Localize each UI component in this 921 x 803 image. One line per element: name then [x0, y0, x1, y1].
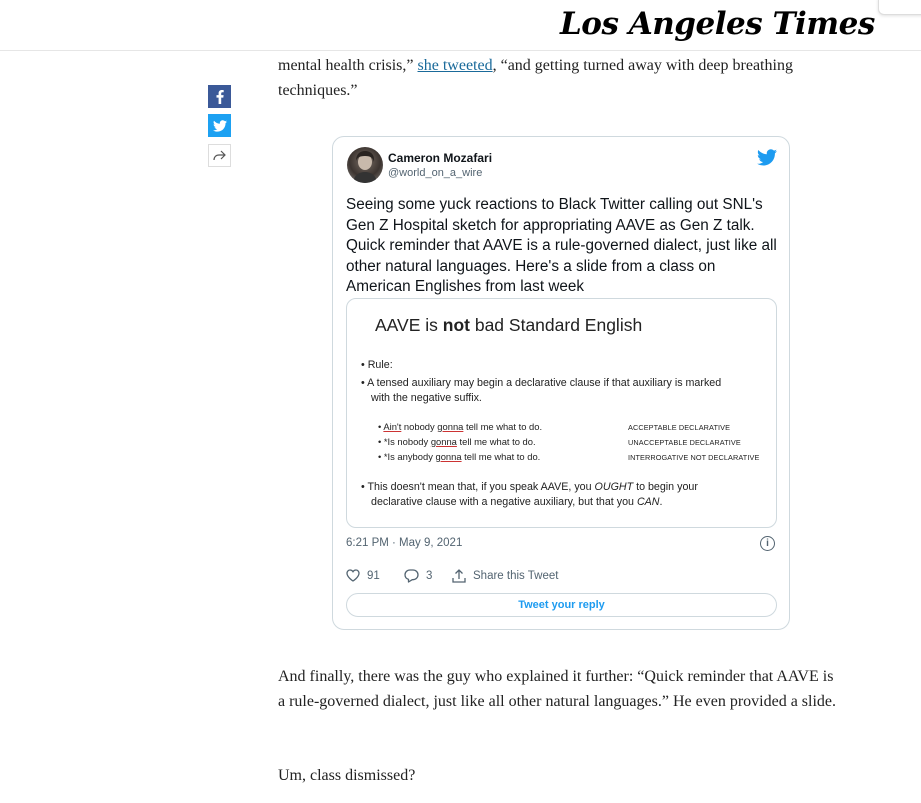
share-tweet-label: Share this Tweet — [473, 570, 559, 582]
facebook-share-button[interactable] — [208, 85, 231, 108]
heart-icon — [346, 569, 360, 582]
facebook-icon — [216, 90, 224, 104]
twitter-icon — [213, 120, 227, 132]
slide-note: • This doesn't mean that, if you speak AAVE, you OUGHT to begin your — [361, 481, 698, 493]
share-icon — [452, 569, 466, 583]
tweet-text: Seeing some yuck reactions to Black Twitter calling out SNL's Gen Z Hospital sketch for appropriating AAVE as Gen Z talk. Quick reminder that AAVE is a rule-governed dialect, just like all other natural languages. Here's a slide from a class on American Englishes from last week — [346, 196, 777, 295]
like-count: 91 — [367, 569, 380, 582]
tweet-timestamp[interactable]: 6:21 PM · May 9, 2021 — [346, 537, 463, 549]
slide-example-label: INTERROGATIVE NOT DECLARATIVE — [628, 453, 760, 462]
slide-example-label: UNACCEPTABLE DECLARATIVE — [628, 438, 741, 447]
article-paragraph: Um, class dismissed? — [278, 767, 416, 784]
comment-icon — [404, 569, 419, 583]
slide-rule-label: • Rule: — [361, 359, 393, 371]
corner-widget[interactable] — [878, 0, 921, 15]
she-tweeted-link[interactable]: she tweeted — [417, 57, 493, 74]
avatar[interactable] — [347, 147, 383, 183]
tweet-slide-image[interactable] — [346, 298, 777, 528]
twitter-share-button[interactable] — [208, 114, 231, 137]
twitter-bird-icon[interactable] — [757, 149, 777, 166]
share-tweet-button[interactable] — [452, 569, 558, 583]
slide-example-label: ACCEPTABLE DECLARATIVE — [628, 423, 731, 432]
site-logo[interactable]: Los Angeles Times — [560, 6, 875, 42]
tweet-author-name[interactable]: Cameron Mozafari — [388, 151, 493, 165]
reply-count-button[interactable] — [404, 569, 432, 583]
like-button[interactable] — [346, 569, 380, 582]
reply-count: 3 — [426, 570, 433, 582]
more-share-button[interactable] — [208, 144, 231, 167]
share-arrow-icon — [213, 150, 226, 161]
site-header — [0, 0, 921, 51]
slide-rule-line: • A tensed auxiliary may begin a declarative clause if that auxiliary is marked — [361, 377, 722, 389]
slide-note: declarative clause with a negative auxiliary, but that you CAN. — [371, 496, 663, 508]
tweet-reply-button[interactable]: Tweet your reply — [346, 593, 777, 617]
slide-rule-line: with the negative suffix. — [371, 392, 482, 404]
tweet-author-handle[interactable]: @world_on_a_wire — [388, 167, 483, 179]
info-icon[interactable]: i — [760, 536, 775, 551]
slide-example: • Ain't nobody gonna tell me what to do. — [378, 421, 543, 432]
article-paragraph: And finally, there was the guy who explained it further: “Quick reminder that AAVE is a rule-governed dialect, just like all other natural languages.” He even provided a slide. — [278, 668, 837, 710]
slide-example: • *Is anybody gonna tell me what to do. — [378, 451, 541, 462]
slide-title: AAVE is not bad Standard English — [375, 315, 643, 335]
embedded-tweet — [332, 136, 790, 630]
article-paragraph: mental health crisis,” she tweeted, “and getting turned away with deep breathing techniques.” — [278, 57, 793, 99]
slide-example: • *Is nobody gonna tell me what to do. — [378, 436, 536, 447]
